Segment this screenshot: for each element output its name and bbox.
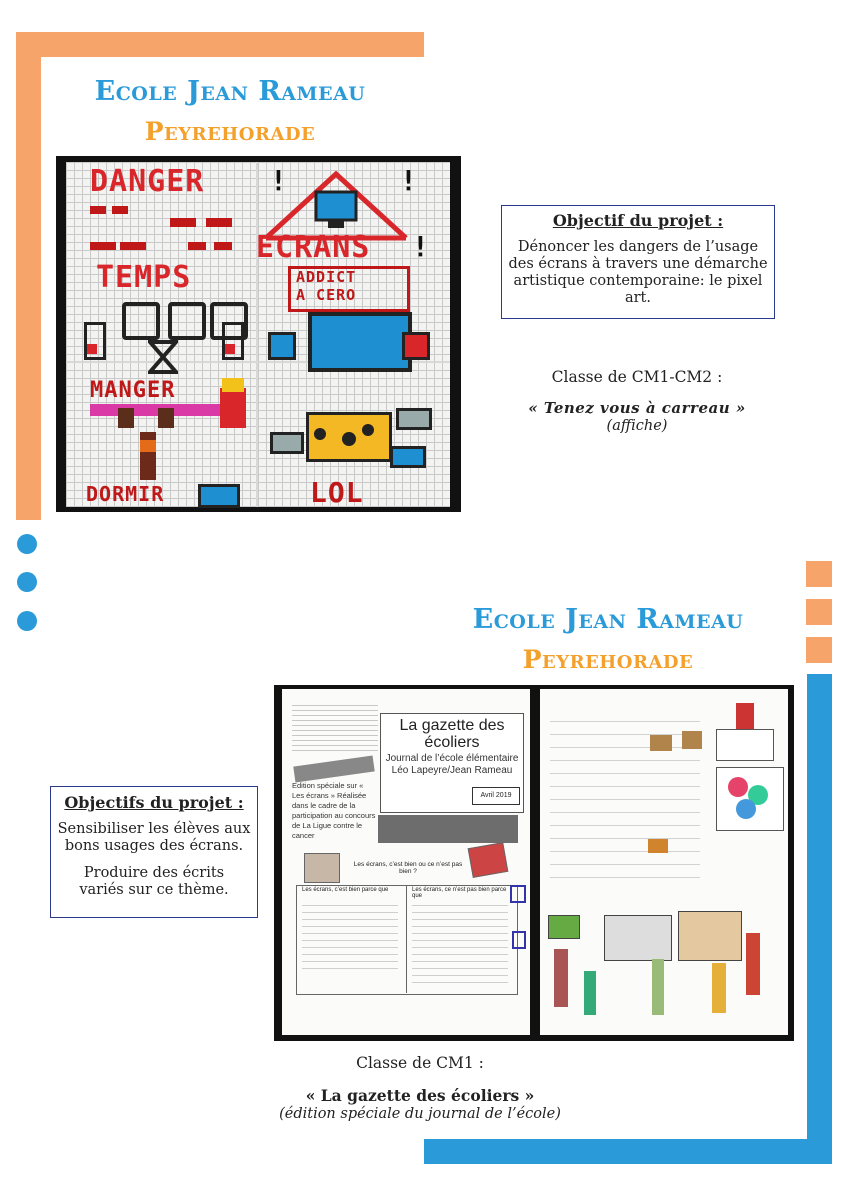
blue-dot: [17, 572, 37, 592]
pixel-art-poster-photo: [56, 156, 461, 512]
work-title-bottom: « La gazette des écoliers »: [305, 1086, 535, 1105]
gazette-edition-text: Edition spéciale sur « Les écrans » Réalisée dans le cadre de la participation au concours de La Ligue contre le cancer: [292, 781, 376, 840]
gazette-col2: Les écrans, ce n’est pas bien parce que: [412, 887, 507, 899]
poster-exclaim: !: [270, 164, 288, 197]
school-heading-bottom: [468, 604, 748, 674]
gazette-date: Avril 2019: [472, 787, 520, 805]
work-type-bottom: (édition spéciale du journal de l’école): [279, 1106, 561, 1122]
objective-text: Dénoncer les dangers de l’usage des écrans à travers une démarche artistique contemporaine: le pixel art.: [508, 239, 768, 306]
poster-lol: LOL: [310, 476, 364, 509]
work-title-top: « Tenez vous à carreau »: [528, 399, 746, 417]
school-town: Peyrehorade: [144, 117, 316, 146]
objectives-box-bottom: [50, 786, 258, 918]
gazette-cover-page: [282, 689, 530, 1035]
poster-exclaim: !: [400, 164, 418, 197]
gazette-photo: [274, 685, 794, 1041]
poster-dormir: DORMIR: [86, 482, 165, 506]
poster-addict-2: A CERO: [296, 286, 357, 304]
gazette-inner-page: [540, 689, 788, 1035]
objectives-title: Objectifs du projet :: [64, 793, 244, 812]
poster-exclaim: !: [412, 230, 430, 263]
poster-temps: TEMPS: [96, 260, 192, 295]
school-name: Ecole Jean Rameau: [94, 76, 366, 107]
orange-square: [806, 599, 832, 625]
objective-box-top: [501, 205, 775, 319]
objective-title: Objectif du projet :: [552, 211, 724, 230]
school-heading-top: [90, 76, 370, 146]
gazette-subtitle: Journal de l’école élémentaire Léo Lapeyre/Jean Rameau: [385, 753, 519, 776]
class-caption-bottom: Classe de CM1 :: [356, 1054, 484, 1072]
poster-ecrans: ECRANS: [256, 230, 371, 265]
work-type-top: (affiche): [606, 418, 668, 434]
poster-manger: MANGER: [90, 378, 176, 403]
bottom-blue-bar: [424, 1139, 832, 1164]
objectives-text-2: Produire des écrits variés sur ce thème.: [79, 865, 229, 898]
blue-dot: [17, 611, 37, 631]
gazette-col1: Les écrans, c’est bien parce que: [302, 887, 389, 893]
left-orange-bar: [16, 32, 41, 520]
poster-addict: ADDICT: [296, 268, 357, 286]
school-name: Ecole Jean Rameau: [472, 604, 744, 635]
blue-dot: [17, 534, 37, 554]
school-town: Peyrehorade: [522, 645, 694, 674]
poster-danger: DANGER: [90, 164, 205, 199]
gazette-title: La gazette des écoliers: [399, 717, 505, 751]
orange-square: [806, 561, 832, 587]
gazette-question: Les écrans, c’est bien ou ce n’est pas bien ?: [353, 861, 463, 875]
orange-square: [806, 637, 832, 663]
objectives-text-1: Sensibiliser les élèves aux bons usages des écrans.: [57, 821, 251, 854]
right-blue-bar: [807, 674, 832, 1164]
class-caption-top: Classe de CM1-CM2 :: [551, 368, 723, 386]
top-orange-bar: [16, 32, 424, 57]
